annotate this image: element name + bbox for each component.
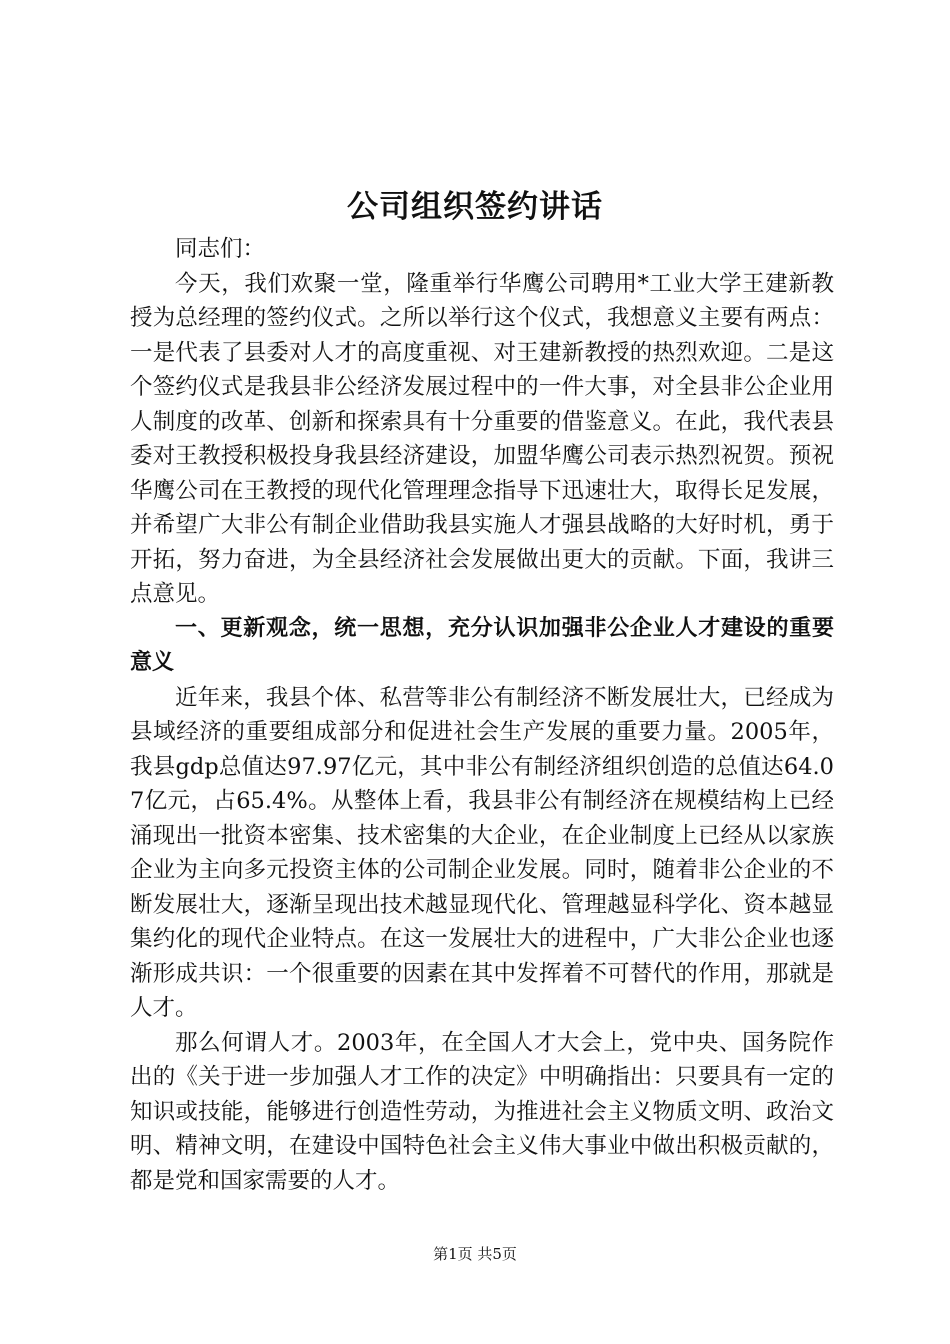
- section-heading: 一、更新观念，统一思想，充分认识加强非公企业人才建设的重要意义: [130, 615, 834, 675]
- paragraph: 那么何谓人才。2003年，在全国人才大会上，党中央、国务院作出的《关于进一步加强人才工作的决定》中明确指出：只要具有一定的知识或技能，能够进行创造性劳动，为推进社会主义物质文明、政治文明、精神文明，在建设中国特色社会主义伟大事业中做出积极贡献的，都是党和国家需要的人才。: [130, 1029, 834, 1194]
- document-body: [130, 232, 834, 1198]
- paragraph: 今天，我们欢聚一堂，隆重举行华鹰公司聘用*工业大学王建新教授为总经理的签约仪式。之所以举行这个仪式，我想意义主要有两点：一是代表了县委对人才的高度重视、对王建新教授的热烈欢迎。二是这个签约仪式是我县非公经济发展过程中的一件大事，对全县非公企业用人制度的改革、创新和探索具有十分重要的借鉴意义。在此，我代表县委对王教授积极投身我县经济建设，加盟华鹰公司表示热烈祝贺。预祝华鹰公司在王教授的现代化管理理念指导下迅速壮大，取得长足发展，并希望广大非公有制企业借助我县实施人才强县战略的大好时机，勇于开拓，努力奋进，为全县经济社会发展做出更大的贡献。下面，我讲三点意见。: [130, 270, 834, 607]
- paragraph: 近年来，我县个体、私营等非公有制经济不断发展壮大，已经成为县域经济的重要组成部分和促进社会生产发展的重要力量。2005年，我县gdp总值达97.97亿元，其中非公有制经济组织创造的总值达64.07亿元，占65.4%。从整体上看，我县非公有制经济在规模结构上已经涌现出一批资本密集、技术密集的大企业，在企业制度上已经从以家族企业为主向多元投资主体的公司制企业发展。同时，随着非公企业的不断发展壮大，逐渐呈现出技术越显现代化、管理越显科学化、资本越显集约化的现代企业特点。在这一发展壮大的进程中，广大非公企业也逐渐形成共识：一个很重要的因素在其中发挥着不可替代的作用，那就是人才。: [130, 684, 834, 1021]
- salutation: 同志们：: [175, 236, 266, 262]
- document-title: 公司组织签约讲话: [347, 189, 603, 225]
- page-number-footer: 第1页 共5页: [433, 1245, 517, 1263]
